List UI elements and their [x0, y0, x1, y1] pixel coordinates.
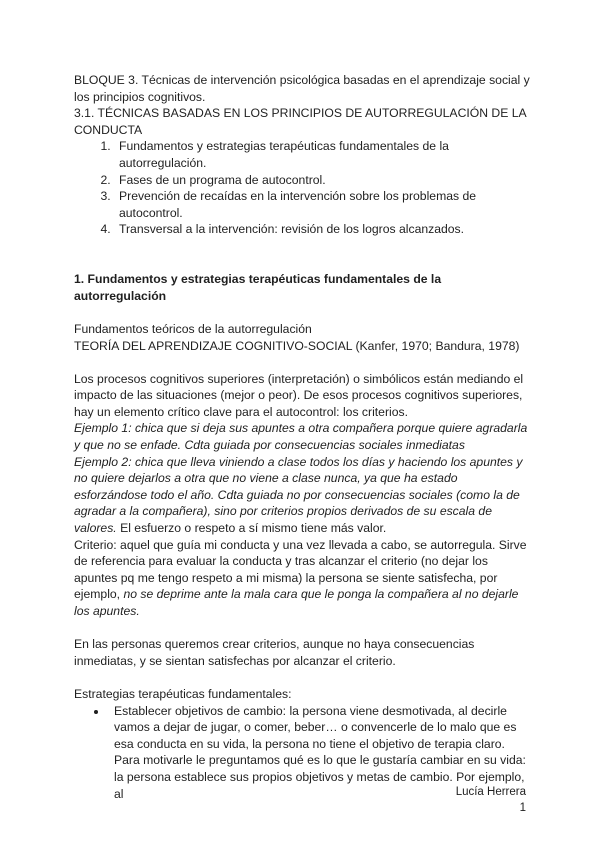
criterion-italic: no se deprime ante la mala cara que le ponga la compañera al no dejarle los apuntes.	[74, 587, 519, 618]
intro-paragraph: Los procesos cognitivos superiores (interpretación) o simbólicos están mediando el impacto de las situaciones (mejor o peor). De esos procesos cognitivos superiores, hay un elemento crítico clave para el autocontrol: los criterios.	[74, 371, 524, 419]
criterion-text: Criterio: aquel que guía mi conducta y una vez llevada a cabo, se autorregula. Sirve de referencia para evaluar la conducta y tras alcanzar el criterio (no dejar los apuntes pq me tengo respeto a mi misma) la persona se siente satisfecha, por ejemplo,	[74, 537, 527, 602]
example-2: Ejemplo 2: chica que lleva viniendo a clase todos los días y haciendo los apuntes y no quiere dejarlos a otra que no viene a clase nunca, ya que ha estado esforzándose todo el año. Cdta guiada no por consecuencias sociales (como la de agradar a la compañera), sino por criterios propios derivados de su escala de valores.	[74, 454, 523, 536]
block-title: BLOQUE 3. Técnicas de intervención psicológica basadas en el aprendizaje social y los principios cognitivos.	[74, 73, 530, 104]
example-2-paragraph	[74, 454, 534, 537]
section-title: 3.1. TÉCNICAS BASADAS EN LOS PRINCIPIOS DE AUTORREGULACIÓN DE LA CONDUCTA	[74, 106, 526, 137]
toc-item: 2. Fases de un programa de autocontrol.	[114, 172, 534, 189]
strategies-title: Estrategias terapéuticas fundamentales:	[74, 686, 292, 701]
list-item: • Establecer objetivos de cambio: la persona viene desmotivada, al decirle vamos a dejar de jugar, o comer, beber… o convencerle de lo malo que es esa conducta en su vida, la persona no tiene el objetivo de terapia claro. Para motivarle le preguntamos qué es lo que le gustaría cambiar en su vida: la persona establece sus propios objetivos y metas de cambio. Por ejemplo, al	[108, 703, 534, 803]
table-of-contents	[74, 138, 534, 238]
criterion-paragraph	[74, 537, 534, 620]
document-page	[74, 72, 534, 802]
example-2-tail: El esfuerzo o respeto a sí mismo tiene más valor.	[116, 521, 387, 536]
theory-line	[74, 338, 534, 355]
people-paragraph: En las personas queremos crear criterios, aunque no haya consecuencias inmediatas, y se sientan satisfechas por alcanzar el criterio.	[74, 637, 475, 668]
toc-item: 4. Transversal a la intervención: revisión de los logros alcanzados.	[114, 221, 534, 238]
subtitle: Fundamentos teóricos de la autorregulación	[74, 321, 312, 336]
theory-ref: (Kanfer, 1970; Bandura, 1978)	[352, 338, 520, 353]
toc-item: 1. Fundamentos y estrategias terapéuticas fundamentales de la autorregulación.	[114, 138, 534, 171]
page-number: 1	[519, 802, 526, 814]
example-1: Ejemplo 1: chica que si deja sus apuntes a otra compañera porque quiere agradarla y que no se enfade. Cdta guiada por consecuencias sociales inmediatas	[74, 421, 528, 453]
theory-caps: TEORÍA DEL APRENDIZAJE COGNITIVO-SOCIAL	[74, 338, 353, 353]
section-heading: 1. Fundamentos y estrategias terapéuticas fundamentales de la autorregulación	[74, 272, 442, 303]
toc-item: 3. Prevención de recaídas en la intervención sobre los problemas de autocontrol.	[114, 188, 534, 221]
footer-author: Lucía Herrera	[455, 786, 526, 798]
